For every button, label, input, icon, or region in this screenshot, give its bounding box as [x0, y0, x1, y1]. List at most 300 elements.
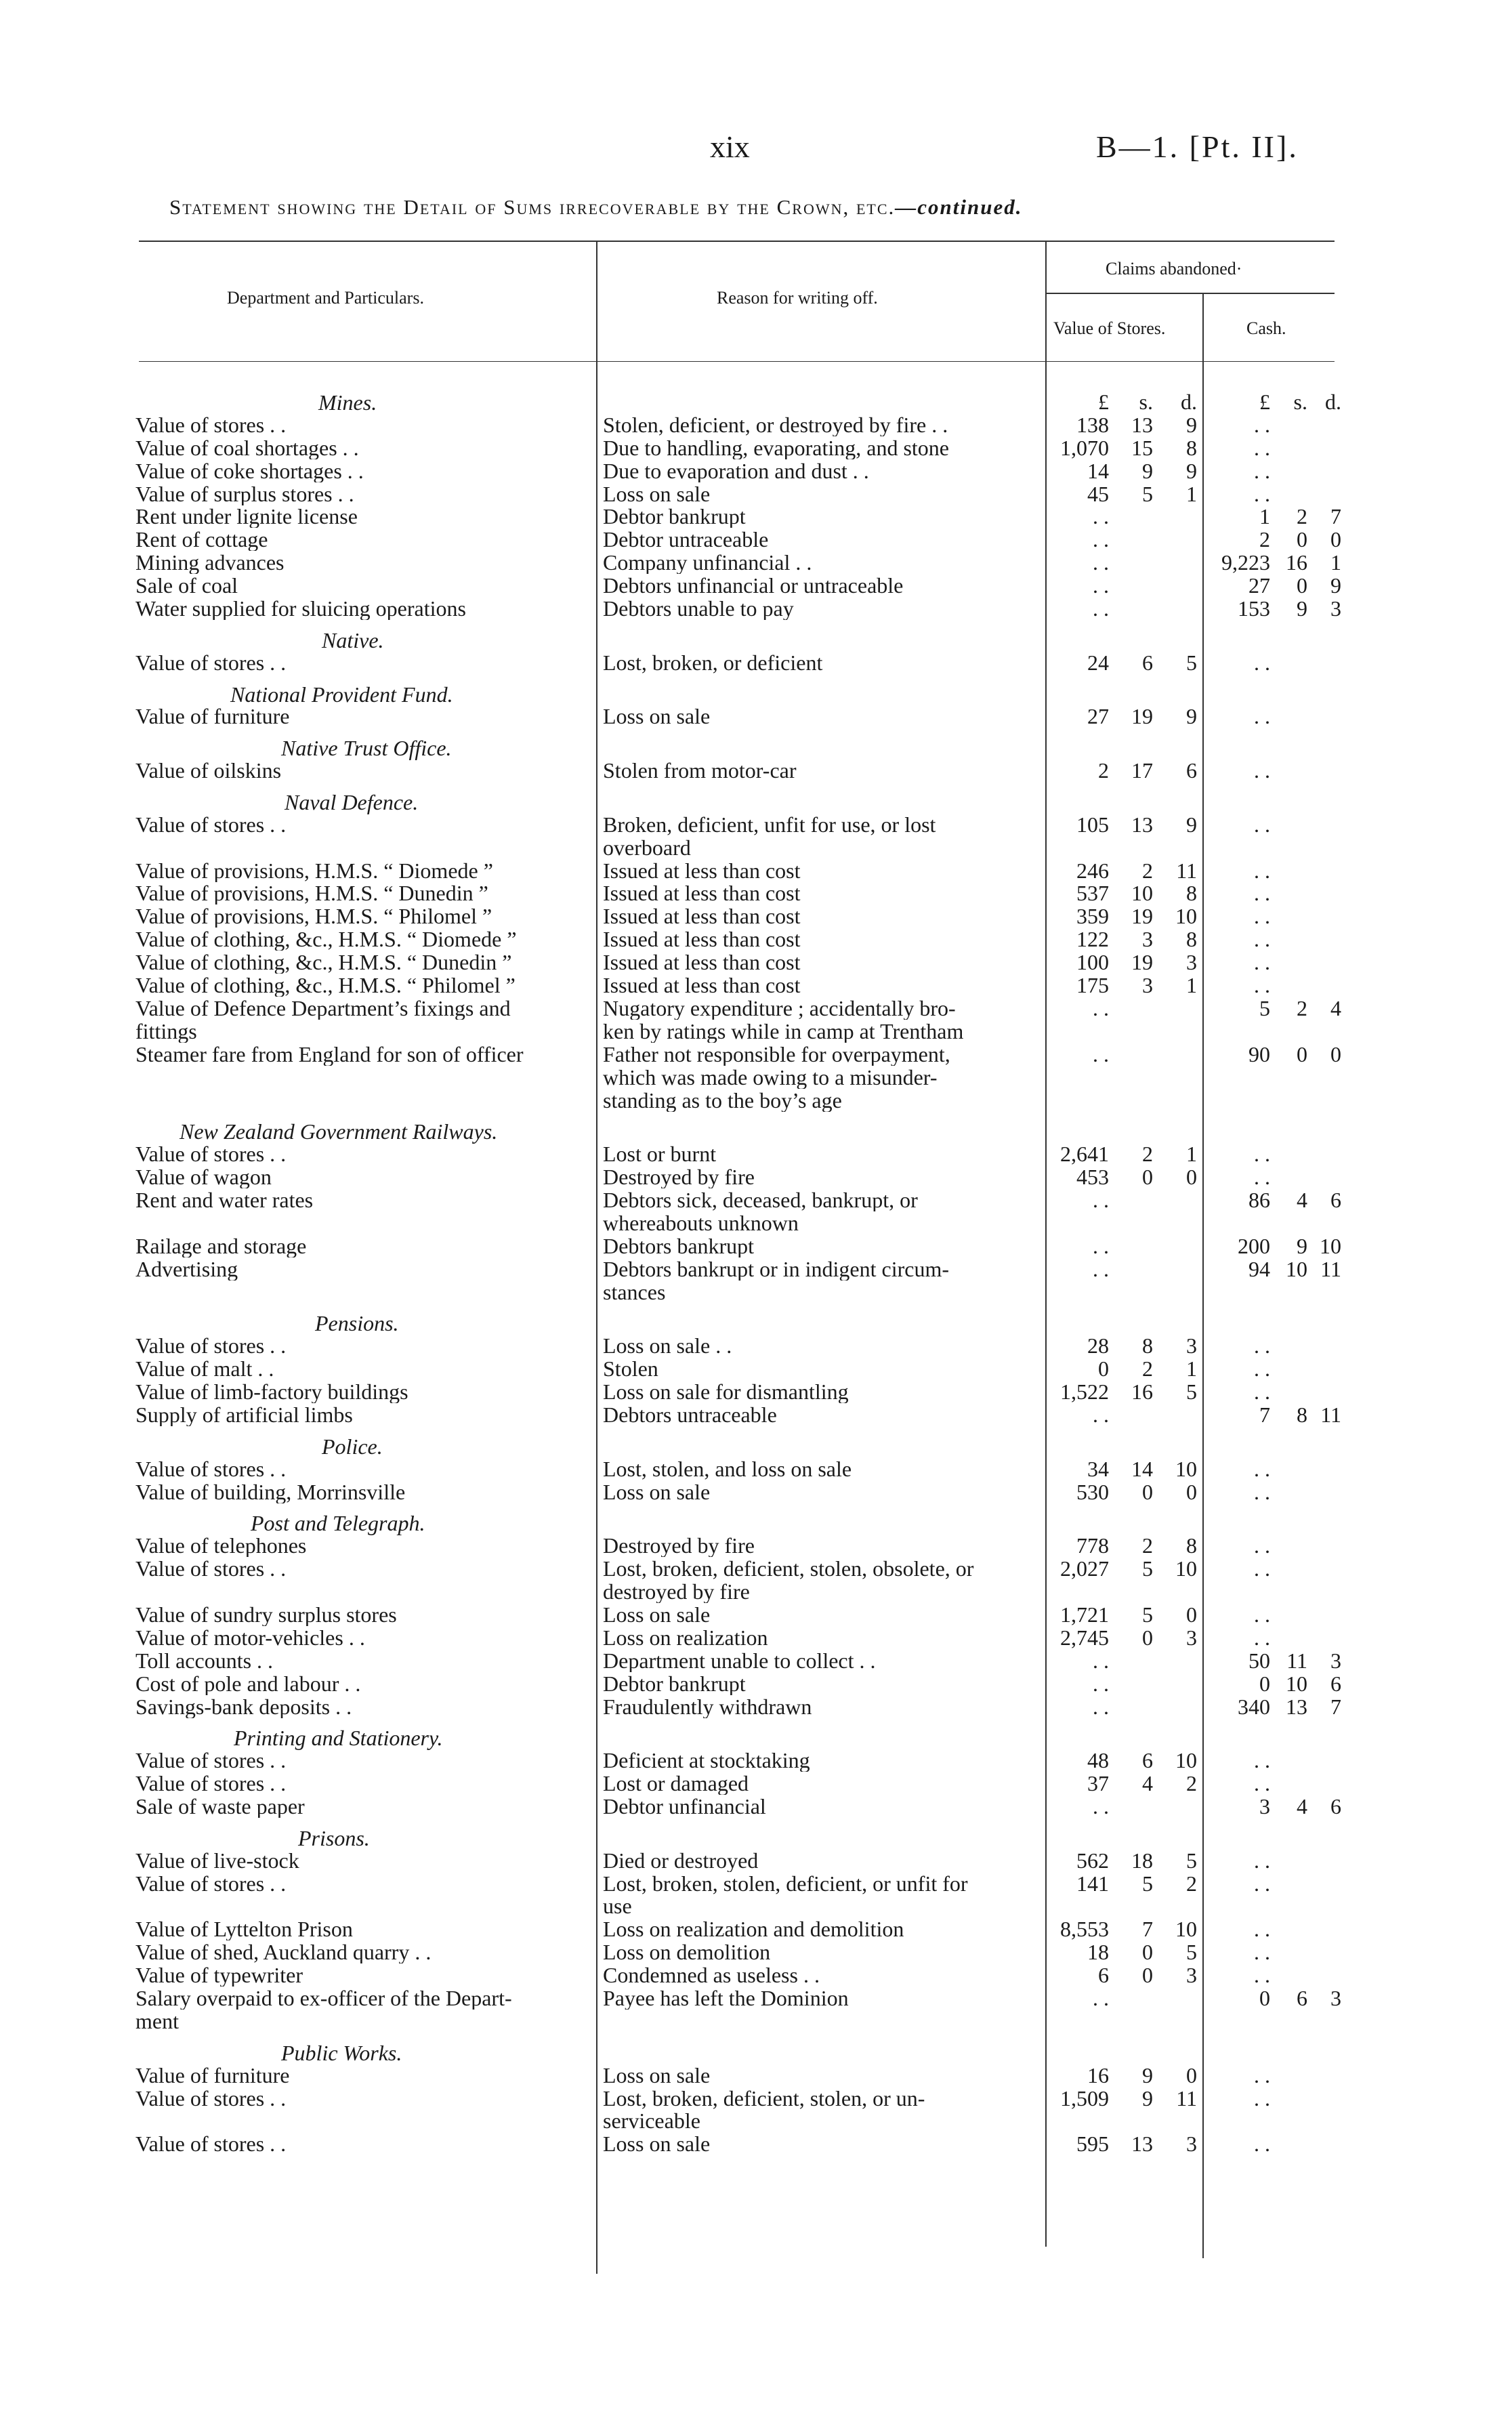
pence: 5 — [1186, 1849, 1197, 1872]
shillings: 0 — [1142, 1940, 1153, 1963]
pounds: . . — [1254, 1603, 1270, 1626]
pounds: 453 — [1076, 1165, 1109, 1188]
table-row — [0, 574, 1512, 597]
particulars-cell: Value of coke shortages . . — [135, 459, 364, 482]
cash-value-cell — [1209, 1963, 1345, 1987]
shillings: 9 — [1297, 1234, 1307, 1257]
reason-cell: Loss on sale for dismantling — [603, 1380, 849, 1403]
shillings: 0 — [1142, 1626, 1153, 1649]
table-row — [0, 1872, 1512, 1895]
particulars-cell: Value of stores . . — [135, 1557, 287, 1580]
shillings: 5 — [1142, 1557, 1153, 1580]
reason-cell: Stolen from motor-car — [603, 759, 797, 782]
shillings: 2 — [1142, 1357, 1153, 1380]
section-heading — [0, 790, 1512, 814]
pounds: . . — [1254, 1963, 1270, 1987]
pence: 1 — [1186, 1142, 1197, 1165]
pounds: . . — [1254, 951, 1270, 974]
pence: 7 — [1330, 505, 1341, 528]
shillings: 5 — [1142, 1603, 1153, 1626]
stores-value-cell — [1047, 1963, 1197, 1987]
units-pounds: £ — [1098, 390, 1109, 413]
pounds: 9,223 — [1221, 551, 1270, 574]
pounds: 562 — [1076, 1849, 1109, 1872]
units-pounds: £ — [1259, 390, 1270, 413]
pence: 3 — [1330, 597, 1341, 620]
particulars-cell: Steamer fare from England for son of officer — [135, 1043, 524, 1066]
table-row — [0, 1380, 1512, 1403]
cash-value-cell — [1209, 1357, 1345, 1380]
section-title: Native Trust Office. — [281, 736, 452, 760]
cash-value-cell — [1209, 1380, 1345, 1403]
pence: 5 — [1186, 1380, 1197, 1403]
reason-cell: Lost, broken, deficient, stolen, or un- — [603, 2087, 925, 2110]
pounds: . . — [1254, 974, 1270, 997]
pounds: 90 — [1248, 1043, 1270, 1066]
pounds: . . — [1093, 505, 1109, 528]
reason-cell: Lost, broken, or deficient — [603, 651, 823, 674]
stores-value-cell — [1047, 1795, 1197, 1818]
table-row — [0, 1020, 1512, 1043]
pounds: 16 — [1087, 2064, 1109, 2087]
particulars-cell: Toll accounts . . — [135, 1649, 274, 1672]
shillings: 0 — [1142, 1963, 1153, 1987]
pounds: 0 — [1259, 1987, 1270, 2010]
cash-value-cell — [1209, 1557, 1345, 1580]
reason-cell: Destroyed by fire — [603, 1165, 755, 1188]
stores-value-cell — [1047, 482, 1197, 505]
section-heading — [0, 628, 1512, 652]
pounds: 14 — [1087, 459, 1109, 482]
reason-cell: Died or destroyed — [603, 1849, 759, 1872]
particulars-cell: Value of sundry surplus stores — [135, 1603, 397, 1626]
shillings: 4 — [1297, 1188, 1307, 1211]
table-row — [0, 1188, 1512, 1211]
reason-cell: use — [603, 1894, 632, 1917]
shillings: 11 — [1286, 1649, 1307, 1672]
particulars-cell: Value of stores . . — [135, 2087, 287, 2110]
pence: 0 — [1186, 2064, 1197, 2087]
particulars-cell: Value of Lyttelton Prison — [135, 1917, 353, 1940]
pounds: 105 — [1076, 813, 1109, 836]
table-row — [0, 1849, 1512, 1872]
pence: 2 — [1186, 1872, 1197, 1895]
pounds: . . — [1254, 1165, 1270, 1188]
table-row — [0, 1649, 1512, 1672]
stores-value-cell — [1047, 1066, 1197, 1089]
pounds: 37 — [1087, 1772, 1109, 1795]
pounds: . . — [1093, 1672, 1109, 1695]
cash-value-cell — [1209, 574, 1345, 597]
pence: 0 — [1186, 1480, 1197, 1503]
pounds: 340 — [1238, 1695, 1270, 1718]
pence: 3 — [1330, 1649, 1341, 1672]
pounds: . . — [1254, 2087, 1270, 2110]
pounds: . . — [1093, 597, 1109, 620]
section-title: Mines. — [318, 390, 377, 415]
cash-value-cell — [1209, 1234, 1345, 1257]
particulars-cell: ment — [135, 2010, 179, 2033]
table-row — [0, 1672, 1512, 1695]
shillings: 15 — [1131, 436, 1153, 459]
reason-cell: Loss on demolition — [603, 1940, 771, 1963]
reason-cell: Fraudulently withdrawn — [603, 1695, 812, 1718]
pounds: 0 — [1259, 1672, 1270, 1695]
cash-value-cell — [1209, 1849, 1345, 1872]
section-heading — [0, 1434, 1512, 1459]
stores-value-cell — [1047, 1534, 1197, 1557]
pounds: 48 — [1087, 1749, 1109, 1772]
cash-value-cell — [1209, 2109, 1345, 2132]
pounds: . . — [1254, 1334, 1270, 1357]
table-row — [0, 1457, 1512, 1480]
reason-cell: Loss on sale — [603, 2132, 711, 2155]
stores-value-cell — [1047, 1043, 1197, 1066]
table-row — [0, 1772, 1512, 1795]
particulars-cell: Value of building, Morrinsville — [135, 1480, 406, 1503]
table-row — [0, 2010, 1512, 2033]
reason-cell: Debtor bankrupt — [603, 505, 746, 528]
pence: 8 — [1186, 1534, 1197, 1557]
table-row — [0, 1695, 1512, 1718]
pounds: . . — [1254, 1557, 1270, 1580]
particulars-cell: Rent under lignite license — [135, 505, 358, 528]
reason-cell: Loss on sale — [603, 705, 711, 728]
particulars-cell: Value of stores . . — [135, 1749, 287, 1772]
shillings: 6 — [1142, 651, 1153, 674]
cash-value-cell — [1209, 1534, 1345, 1557]
cash-value-cell — [1209, 528, 1345, 551]
reason-cell: Lost or damaged — [603, 1772, 749, 1795]
pounds: . . — [1093, 1188, 1109, 1211]
shillings: 19 — [1131, 951, 1153, 974]
cash-value-cell — [1209, 759, 1345, 782]
pounds: . . — [1254, 1480, 1270, 1503]
reason-cell: Loss on sale — [603, 2064, 711, 2087]
table-row — [0, 1940, 1512, 1963]
section-heading — [0, 1311, 1512, 1335]
cash-value-cell — [1209, 1480, 1345, 1503]
reason-cell: Lost or burnt — [603, 1142, 717, 1165]
pounds: . . — [1254, 859, 1270, 882]
pounds: . . — [1254, 1626, 1270, 1649]
stores-value-cell — [1047, 1334, 1197, 1357]
shillings: 9 — [1297, 597, 1307, 620]
pence: 3 — [1186, 951, 1197, 974]
pence: 10 — [1175, 1557, 1197, 1580]
table-row — [0, 859, 1512, 882]
cash-value-cell — [1209, 436, 1345, 459]
cash-value-cell — [1209, 813, 1345, 836]
table-row — [0, 505, 1512, 528]
shillings: 9 — [1142, 459, 1153, 482]
stores-value-cell — [1047, 2064, 1197, 2087]
table-row — [0, 1357, 1512, 1380]
reason-cell: Debtors sick, deceased, bankrupt, or — [603, 1188, 918, 1211]
table-row — [0, 1403, 1512, 1426]
stores-value-cell — [1047, 1380, 1197, 1403]
cash-value-cell — [1209, 551, 1345, 574]
pounds: . . — [1093, 1695, 1109, 1718]
units-pence: d. — [1325, 390, 1341, 413]
particulars-cell: Value of coal shortages . . — [135, 436, 359, 459]
stores-value-cell — [1047, 1672, 1197, 1695]
cash-value-cell — [1209, 705, 1345, 728]
stores-value-cell — [1047, 1257, 1197, 1281]
pounds: . . — [1254, 1142, 1270, 1165]
pounds: 3 — [1259, 1795, 1270, 1818]
cash-value-cell — [1209, 2087, 1345, 2110]
reason-cell: Debtor unfinancial — [603, 1795, 766, 1818]
section-heading — [0, 1119, 1512, 1144]
cash-value-cell — [1209, 1987, 1345, 2010]
reason-cell: destroyed by fire — [603, 1580, 750, 1603]
pence: 5 — [1186, 651, 1197, 674]
pence: 6 — [1330, 1795, 1341, 1818]
pounds: . . — [1093, 1403, 1109, 1426]
stores-value-cell — [1047, 2010, 1197, 2033]
pence: 11 — [1176, 859, 1197, 882]
reason-cell: Loss on realization and demolition — [603, 1917, 904, 1940]
cash-value-cell — [1209, 1403, 1345, 1426]
pence: 6 — [1330, 1188, 1341, 1211]
pounds: . . — [1254, 413, 1270, 436]
pounds: . . — [1254, 1917, 1270, 1940]
particulars-cell: Value of malt . . — [135, 1357, 274, 1380]
pounds: 6 — [1098, 1963, 1109, 1987]
particulars-cell: Rent and water rates — [135, 1188, 314, 1211]
particulars-cell: Value of wagon — [135, 1165, 272, 1188]
cash-value-cell — [1209, 1066, 1345, 1089]
table-row — [0, 1334, 1512, 1357]
shillings: 0 — [1142, 1165, 1153, 1188]
reason-cell: Debtors untraceable — [603, 1403, 777, 1426]
pence: 0 — [1186, 1165, 1197, 1188]
pence: 5 — [1186, 1940, 1197, 1963]
pounds: 246 — [1076, 859, 1109, 882]
pence: 9 — [1186, 705, 1197, 728]
stores-value-cell — [1047, 904, 1197, 928]
cash-value-cell — [1209, 505, 1345, 528]
title-suffix: —continued. — [895, 195, 1023, 219]
table-row — [0, 1066, 1512, 1089]
reason-cell: Loss on sale — [603, 1603, 711, 1626]
cash-value-cell — [1209, 1281, 1345, 1304]
particulars-cell: Value of surplus stores . . — [135, 482, 354, 505]
stores-value-cell — [1047, 1234, 1197, 1257]
reason-cell: Nugatory expenditure ; accidentally bro- — [603, 997, 956, 1020]
column-header-reason: Reason for writing off. — [717, 288, 878, 308]
pounds: . . — [1254, 1357, 1270, 1380]
pounds: 138 — [1076, 413, 1109, 436]
cash-value-cell — [1209, 1334, 1345, 1357]
pounds: . . — [1254, 1872, 1270, 1895]
cash-value-cell — [1209, 1795, 1345, 1818]
shillings: 3 — [1142, 974, 1153, 997]
table-row — [0, 1580, 1512, 1603]
reason-cell: Department unable to collect . . — [603, 1649, 876, 1672]
particulars-cell: Rent of cottage — [135, 528, 268, 551]
stores-value-cell — [1047, 1281, 1197, 1304]
stores-value-cell — [1047, 651, 1197, 674]
reason-cell: Debtors bankrupt — [603, 1234, 755, 1257]
particulars-cell: Salary overpaid to ex-officer of the Depart- — [135, 1987, 512, 2010]
cash-value-cell — [1209, 974, 1345, 997]
particulars-cell: Value of furniture — [135, 705, 290, 728]
table-row — [0, 951, 1512, 974]
stores-value-cell — [1047, 1557, 1197, 1580]
pence: 1 — [1330, 551, 1341, 574]
particulars-cell: Value of stores . . — [135, 651, 287, 674]
cash-value-cell — [1209, 413, 1345, 436]
pounds: . . — [1254, 482, 1270, 505]
pounds: 122 — [1076, 928, 1109, 951]
shillings: 0 — [1142, 1480, 1153, 1503]
particulars-cell: Value of oilskins — [135, 759, 282, 782]
table-row — [0, 1987, 1512, 2010]
stores-value-cell — [1047, 1357, 1197, 1380]
pounds: . . — [1093, 1043, 1109, 1066]
section-title: Native. — [322, 628, 384, 652]
table-row — [0, 1480, 1512, 1503]
table-row — [0, 1257, 1512, 1281]
table-row — [0, 759, 1512, 782]
pounds: . . — [1254, 813, 1270, 836]
pounds: 537 — [1076, 881, 1109, 904]
pence: 2 — [1186, 1772, 1197, 1795]
pounds: . . — [1093, 1795, 1109, 1818]
table-row — [0, 836, 1512, 859]
pounds: 1,070 — [1060, 436, 1109, 459]
shillings: 19 — [1131, 705, 1153, 728]
particulars-cell: Value of stores . . — [135, 1142, 287, 1165]
pounds: 1 — [1259, 505, 1270, 528]
table-row — [0, 1963, 1512, 1987]
table-row — [0, 1603, 1512, 1626]
stores-value-cell — [1047, 2087, 1197, 2110]
reason-cell: Condemned as useless . . — [603, 1963, 820, 1987]
cash-value-cell — [1209, 1603, 1345, 1626]
pounds: 28 — [1087, 1334, 1109, 1357]
pounds: . . — [1093, 997, 1109, 1020]
page-number: xix — [710, 129, 750, 164]
stores-value-cell — [1047, 974, 1197, 997]
pounds: 94 — [1248, 1257, 1270, 1281]
stores-value-cell — [1047, 1142, 1197, 1165]
stores-value-cell — [1047, 574, 1197, 597]
pence: 3 — [1186, 1334, 1197, 1357]
reason-cell: Issued at less than cost — [603, 904, 801, 928]
table-row — [0, 1917, 1512, 1940]
table-row — [0, 1234, 1512, 1257]
pounds: . . — [1254, 1749, 1270, 1772]
pounds: 175 — [1076, 974, 1109, 997]
particulars-cell: Value of clothing, &c., H.M.S. “ Philomel ” — [135, 974, 516, 997]
stores-value-cell — [1047, 2109, 1197, 2132]
particulars-cell: Value of live-stock — [135, 1849, 299, 1872]
pounds: . . — [1254, 1534, 1270, 1557]
pounds: 8,553 — [1060, 1917, 1109, 1940]
reason-cell: Debtor untraceable — [603, 528, 769, 551]
shillings: 17 — [1131, 759, 1153, 782]
stores-value-cell — [1047, 1849, 1197, 1872]
cash-value-cell — [1209, 1894, 1345, 1917]
pounds: . . — [1254, 705, 1270, 728]
table-row — [0, 651, 1512, 674]
table-row — [0, 1165, 1512, 1188]
particulars-cell: Value of Defence Department’s fixings and — [135, 997, 511, 1020]
shillings: 3 — [1142, 928, 1153, 951]
section-title: Post and Telegraph. — [251, 1511, 425, 1535]
cash-value-cell — [1209, 1580, 1345, 1603]
particulars-cell: Value of limb-factory buildings — [135, 1380, 408, 1403]
cash-value-cell — [1209, 482, 1345, 505]
particulars-cell: Mining advances — [135, 551, 285, 574]
cash-value-cell — [1209, 1142, 1345, 1165]
stores-value-cell — [1047, 1772, 1197, 1795]
table-row — [0, 974, 1512, 997]
pounds: 100 — [1076, 951, 1109, 974]
cash-value-cell — [1209, 1257, 1345, 1281]
reason-cell: Issued at less than cost — [603, 859, 801, 882]
table-row — [0, 881, 1512, 904]
table-row — [0, 2132, 1512, 2155]
particulars-cell: Sale of coal — [135, 574, 238, 597]
reason-cell: Due to handling, evaporating, and stone — [603, 436, 949, 459]
stores-value-cell — [1047, 813, 1197, 836]
pounds: . . — [1254, 1849, 1270, 1872]
stores-value-cell — [1047, 1603, 1197, 1626]
particulars-cell: Value of clothing, &c., H.M.S. “ Dunedin ” — [135, 951, 512, 974]
stores-value-cell — [1047, 1211, 1197, 1234]
pence: 10 — [1175, 1749, 1197, 1772]
cash-value-cell — [1209, 928, 1345, 951]
particulars-cell: Sale of waste paper — [135, 1795, 305, 1818]
column-header-particulars: Department and Particulars. — [227, 288, 424, 308]
table-row — [0, 597, 1512, 620]
column-header-claims: Claims abandoned· — [1106, 259, 1242, 278]
particulars-cell: Value of stores . . — [135, 2132, 287, 2155]
pounds: 200 — [1238, 1234, 1270, 1257]
shillings: 13 — [1131, 2132, 1153, 2155]
pounds: . . — [1254, 928, 1270, 951]
reason-cell: Debtor bankrupt — [603, 1672, 746, 1695]
cash-value-cell — [1209, 859, 1345, 882]
pence: 10 — [1175, 904, 1197, 928]
shillings: 16 — [1286, 551, 1307, 574]
pounds: . . — [1093, 1257, 1109, 1281]
reason-cell: whereabouts unknown — [603, 1211, 799, 1234]
pence: 10 — [1175, 1457, 1197, 1480]
stores-value-cell — [1047, 1987, 1197, 2010]
table-row — [0, 1043, 1512, 1066]
pounds: 1,721 — [1060, 1603, 1109, 1626]
pence: 7 — [1330, 1695, 1341, 1718]
stores-value-cell — [1047, 1089, 1197, 1112]
stores-value-cell — [1047, 2132, 1197, 2155]
shillings: 8 — [1142, 1334, 1153, 1357]
section-title: Pensions. — [315, 1311, 399, 1335]
reason-cell: Deficient at stocktaking — [603, 1749, 810, 1772]
pence: 8 — [1186, 881, 1197, 904]
stores-value-cell — [1047, 1894, 1197, 1917]
shillings: 18 — [1131, 1849, 1153, 1872]
reason-cell: Loss on sale . . — [603, 1334, 732, 1357]
pounds: . . — [1093, 551, 1109, 574]
pounds: 2 — [1259, 528, 1270, 551]
shillings: 0 — [1297, 1043, 1307, 1066]
stores-value-cell — [1047, 997, 1197, 1020]
